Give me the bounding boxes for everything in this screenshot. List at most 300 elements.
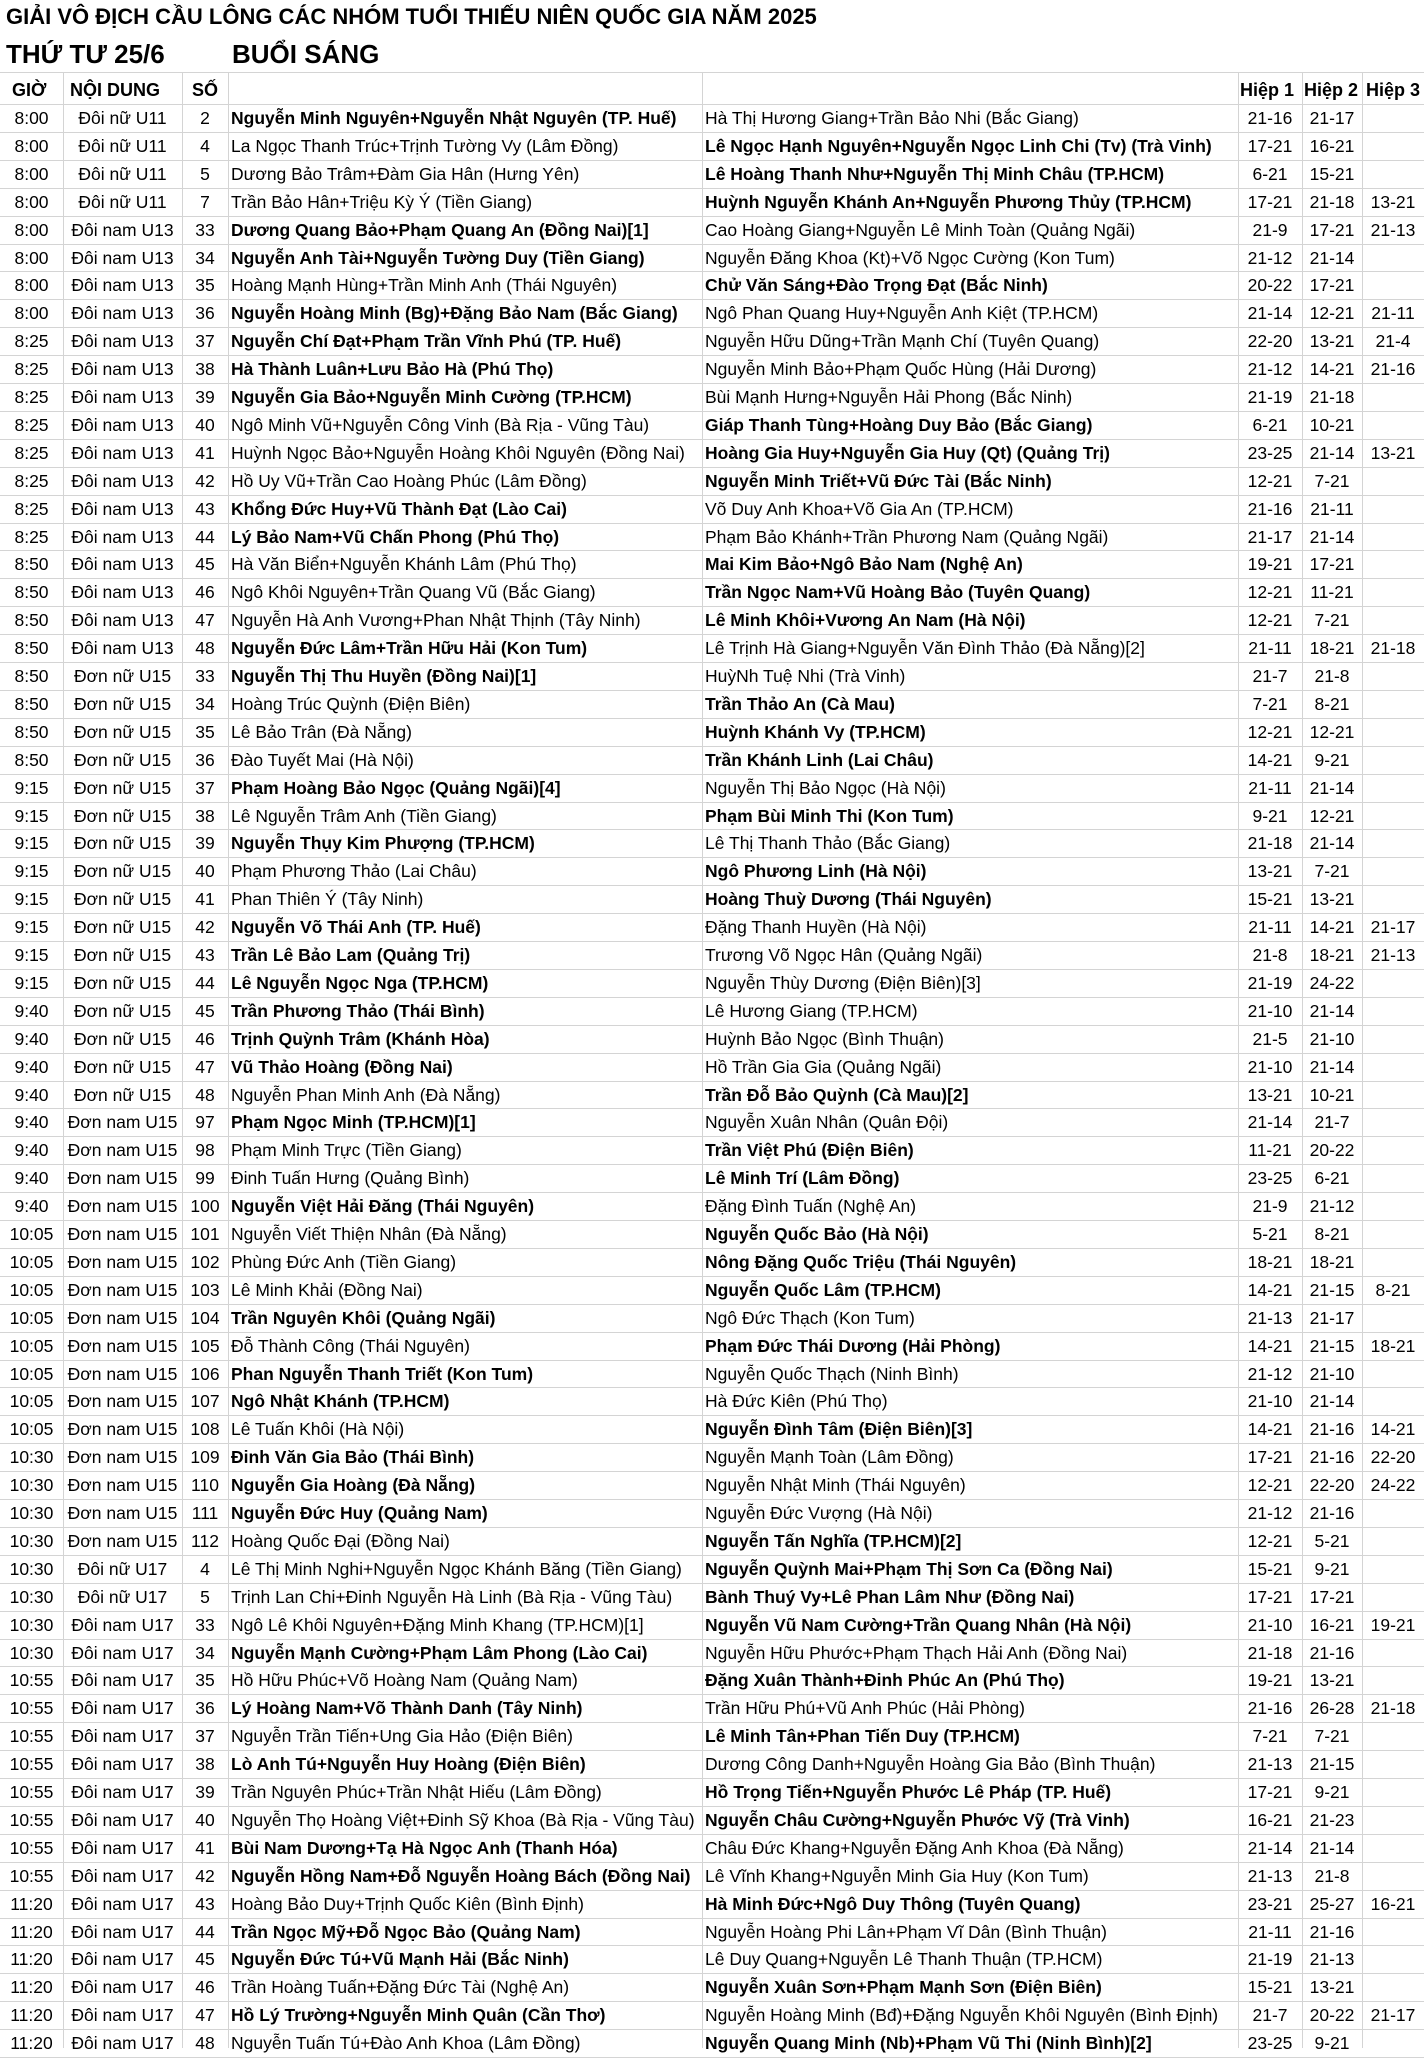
match-event: Đôi nam U17 xyxy=(71,1726,174,1747)
match-time: 8:25 xyxy=(14,331,49,352)
team-1: Trần Nguyên Phúc+Trần Nhật Hiếu (Lâm Đồng) xyxy=(231,1782,602,1802)
set-1-score: 11-21 xyxy=(1248,1140,1292,1161)
set-1-score: 7-21 xyxy=(1252,1726,1288,1747)
set-2-score: 6-21 xyxy=(1314,1168,1350,1189)
set-2-score: 14-21 xyxy=(1309,917,1355,938)
match-time: 8:25 xyxy=(14,359,49,380)
match-event: Đơn nam U15 xyxy=(67,1419,178,1440)
team-2: Trần Khánh Linh (Lai Châu) xyxy=(705,749,934,770)
set-2-score: 17-21 xyxy=(1309,275,1355,296)
set-3-score: 24-22 xyxy=(1370,1475,1416,1496)
team-2: Bành Thuý Vy+Lê Phan Lâm Như (Đồng Nai) xyxy=(705,1586,1075,1607)
set-2-score: 21-16 xyxy=(1309,1447,1355,1468)
team-2: Lê Hương Giang (TP.HCM) xyxy=(705,1000,918,1021)
team-2: Phạm Bảo Khánh+Trần Phương Nam (Quảng Ngãi) xyxy=(705,526,1109,547)
set-1-score: 13-21 xyxy=(1247,1084,1293,1105)
set-1-score: 14-21 xyxy=(1247,1279,1293,1300)
match-number: 103 xyxy=(190,1279,220,1300)
team-2: Hồ Trần Gia Gia (Quảng Ngãi) xyxy=(705,1056,942,1077)
team-2: Nguyễn Minh Triết+Vũ Đức Tài (Bắc Ninh) xyxy=(705,470,1052,491)
match-event: Đơn nam U15 xyxy=(67,1196,178,1217)
match-number: 36 xyxy=(195,1698,215,1719)
team-2: Lê Minh Tân+Phan Tiến Duy (TP.HCM) xyxy=(705,1726,1020,1747)
match-time: 10:30 xyxy=(9,1642,54,1663)
col-header-set1: Hiệp 1 xyxy=(1240,80,1295,100)
team-2: Mai Kim Bảo+Ngô Bảo Nam (Nghệ An) xyxy=(705,554,1023,575)
set-3-score: 8-21 xyxy=(1375,1279,1411,1300)
team-2: Đặng Xuân Thành+Đinh Phúc An (Phú Thọ) xyxy=(705,1670,1065,1691)
set-1-score: 21-9 xyxy=(1252,219,1288,240)
team-2: Nguyễn Thùy Dương (Điện Biên)[3] xyxy=(705,972,981,993)
set-2-score: 21-10 xyxy=(1309,1028,1355,1049)
match-number: 40 xyxy=(195,414,215,435)
team-1: Nguyễn Tuấn Tú+Đào Anh Khoa (Lâm Đồng) xyxy=(231,2033,581,2054)
column-divider xyxy=(702,72,703,2048)
set-2-score: 21-7 xyxy=(1314,1112,1350,1133)
match-event: Đơn nam U15 xyxy=(67,1335,178,1356)
team-2: Huỳnh Khánh Vy (TP.HCM) xyxy=(705,721,926,742)
match-number: 37 xyxy=(195,331,215,352)
team-2: Nguyễn Mạnh Toàn (Lâm Đồng) xyxy=(705,1447,954,1468)
match-time: 10:30 xyxy=(9,1503,54,1523)
match-time: 9:40 xyxy=(14,1168,49,1189)
match-event: Đơn nữ U15 xyxy=(73,1056,172,1077)
set-1-score: 5-21 xyxy=(1252,1224,1288,1244)
set-1-score: 21-12 xyxy=(1247,1363,1293,1384)
match-number: 111 xyxy=(191,1503,219,1523)
match-time: 8:00 xyxy=(14,191,49,212)
set-1-score: 21-7 xyxy=(1252,2005,1288,2026)
set-2-score: 9-21 xyxy=(1314,749,1350,770)
match-number: 104 xyxy=(190,1307,220,1328)
team-1: Hoàng Bảo Duy+Trịnh Quốc Kiên (Bình Định) xyxy=(231,1893,584,1914)
set-2-score: 16-21 xyxy=(1309,135,1355,156)
match-event: Đơn nữ U15 xyxy=(73,972,172,993)
match-number: 39 xyxy=(195,387,215,407)
match-time: 8:25 xyxy=(14,470,49,491)
set-1-score: 21-10 xyxy=(1247,1056,1293,1077)
set-2-score: 21-15 xyxy=(1309,1279,1355,1300)
set-2-score: 21-14 xyxy=(1309,247,1355,268)
team-2: Hồ Trọng Tiến+Nguyễn Phước Lê Pháp (TP. Huế) xyxy=(705,1782,1112,1802)
team-1: Nguyễn Thị Thu Huyền (Đồng Nai)[1] xyxy=(231,666,537,686)
team-1: Trịnh Quỳnh Trâm (Khánh Hòa) xyxy=(231,1028,490,1049)
match-event: Đôi nam U13 xyxy=(71,442,174,463)
set-1-score: 23-25 xyxy=(1247,1168,1293,1189)
team-2: Ngô Phan Quang Huy+Nguyễn Anh Kiệt (TP.HCM) xyxy=(705,303,1099,324)
match-event: Đơn nữ U15 xyxy=(73,805,172,826)
team-2: Nguyễn Đức Vượng (Hà Nội) xyxy=(705,1503,933,1523)
set-3-score: 14-21 xyxy=(1370,1419,1416,1440)
team-1: Nguyễn Anh Tài+Nguyễn Tường Duy (Tiền Giang) xyxy=(231,247,645,268)
team-1: Hoàng Mạnh Hùng+Trần Minh Anh (Thái Nguyên) xyxy=(231,275,618,296)
set-1-score: 21-12 xyxy=(1247,359,1293,380)
team-1: Phạm Minh Trực (Tiền Giang) xyxy=(231,1140,462,1161)
match-number: 38 xyxy=(195,805,215,826)
team-2: Trần Ngọc Nam+Vũ Hoàng Bảo (Tuyên Quang) xyxy=(705,582,1091,603)
match-number: 38 xyxy=(195,359,215,380)
team-2: Trần Hữu Phú+Vũ Anh Phúc (Hải Phòng) xyxy=(705,1698,1025,1719)
match-event: Đơn nam U15 xyxy=(67,1447,178,1468)
team-1: Khổng Đức Huy+Vũ Thành Đạt (Lào Cai) xyxy=(231,498,567,519)
set-3-score: 13-21 xyxy=(1370,191,1416,212)
session-label: BUỔI SÁNG xyxy=(232,39,380,69)
team-2: Nguyễn Châu Cường+Nguyễn Phước Vỹ (Trà Vinh) xyxy=(705,1809,1130,1830)
set-2-score: 10-21 xyxy=(1309,1084,1355,1105)
team-1: Ngô Khôi Nguyên+Trần Quang Vũ (Bắc Giang) xyxy=(231,582,596,603)
team-2: Nguyễn Tấn Nghĩa (TP.HCM)[2] xyxy=(705,1530,962,1551)
match-time: 9:40 xyxy=(14,1084,49,1105)
match-time: 10:30 xyxy=(9,1558,54,1579)
match-number: 46 xyxy=(195,1028,215,1049)
team-2: Trần Đỗ Bảo Quỳnh (Cà Mau)[2] xyxy=(705,1084,969,1105)
match-event: Đôi nam U13 xyxy=(71,470,174,491)
match-number: 2 xyxy=(200,108,210,128)
set-2-score: 21-11 xyxy=(1310,498,1354,519)
team-1: Lò Anh Tú+Nguyễn Huy Hoàng (Điện Biên) xyxy=(231,1754,586,1775)
team-2: Nguyễn Nhật Minh (Thái Nguyên) xyxy=(705,1475,966,1496)
match-number: 34 xyxy=(195,693,215,714)
set-2-score: 5-21 xyxy=(1314,1530,1350,1551)
match-event: Đôi nam U13 xyxy=(71,275,174,296)
team-2: Nguyễn Quỳnh Mai+Phạm Thị Sơn Ca (Đồng Nai) xyxy=(705,1558,1113,1579)
team-2: Nguyễn Xuân Sơn+Phạm Mạnh Sơn (Điện Biên) xyxy=(705,1977,1102,1998)
set-1-score: 21-14 xyxy=(1247,1837,1293,1858)
team-2: Nguyễn Minh Bảo+Phạm Quốc Hùng (Hải Dương) xyxy=(705,359,1097,380)
set-3-score: 22-20 xyxy=(1370,1447,1416,1468)
team-2: Đặng Đình Tuấn (Nghệ An) xyxy=(705,1196,917,1217)
match-event: Đôi nữ U11 xyxy=(78,163,167,184)
match-time: 10:05 xyxy=(9,1363,54,1384)
set-2-score: 13-21 xyxy=(1309,331,1355,352)
match-event: Đôi nam U17 xyxy=(71,1893,174,1914)
match-time: 8:50 xyxy=(14,666,49,686)
match-event: Đôi nam U13 xyxy=(71,387,174,407)
team-1: Huỳnh Ngọc Bảo+Nguyễn Hoàng Khôi Nguyên (Đồng Nai) xyxy=(231,442,685,463)
team-1: Dương Bảo Trâm+Đàm Gia Hân (Hưng Yên) xyxy=(231,163,580,184)
set-2-score: 18-21 xyxy=(1309,1251,1355,1272)
set-2-score: 13-21 xyxy=(1309,889,1355,910)
set-2-score: 21-17 xyxy=(1309,108,1355,128)
set-2-score: 8-21 xyxy=(1314,693,1350,714)
set-2-score: 21-14 xyxy=(1309,1000,1355,1021)
team-1: Nguyễn Hồng Nam+Đỗ Nguyễn Hoàng Bách (Đồng Nai) xyxy=(231,1865,691,1886)
match-number: 47 xyxy=(195,2005,215,2026)
match-number: 40 xyxy=(195,1809,215,1830)
col-header-event: NỘI DUNG xyxy=(70,80,160,100)
match-event: Đôi nam U13 xyxy=(71,610,174,631)
set-1-score: 17-21 xyxy=(1247,1782,1293,1802)
set-2-score: 12-21 xyxy=(1309,721,1355,742)
match-number: 43 xyxy=(195,1893,215,1914)
match-number: 99 xyxy=(195,1168,215,1189)
match-number: 109 xyxy=(190,1447,220,1468)
match-number: 42 xyxy=(195,470,215,491)
match-time: 9:15 xyxy=(14,889,49,910)
match-number: 35 xyxy=(195,275,215,296)
match-event: Đơn nữ U15 xyxy=(73,1000,172,1021)
set-2-score: 18-21 xyxy=(1309,945,1355,965)
team-2: Nông Đặng Quốc Triệu (Thái Nguyên) xyxy=(705,1251,1017,1272)
team-2: Nguyễn Quốc Bảo (Hà Nội) xyxy=(705,1224,929,1244)
match-time: 11:20 xyxy=(10,2005,53,2026)
match-number: 48 xyxy=(195,638,215,659)
match-time: 10:05 xyxy=(9,1335,54,1356)
team-2: Huỳnh Bảo Ngọc (Bình Thuận) xyxy=(705,1028,944,1049)
match-event: Đơn nam U15 xyxy=(67,1168,178,1189)
match-event: Đôi nam U17 xyxy=(71,1754,174,1775)
match-time: 9:40 xyxy=(14,1112,49,1133)
team-2: Lê Vĩnh Khang+Nguyễn Minh Gia Huy (Kon Tum) xyxy=(705,1865,1089,1886)
match-number: 112 xyxy=(191,1530,219,1551)
team-1: Đào Tuyết Mai (Hà Nội) xyxy=(231,749,414,770)
set-1-score: 21-5 xyxy=(1252,1028,1288,1049)
match-time: 8:50 xyxy=(14,721,49,742)
match-event: Đơn nữ U15 xyxy=(73,1028,172,1049)
col-header-time: GIỜ xyxy=(12,80,47,100)
set-2-score: 13-21 xyxy=(1309,1670,1355,1691)
match-event: Đôi nam U17 xyxy=(71,1614,174,1635)
match-event: Đôi nam U17 xyxy=(71,1670,174,1691)
match-number: 110 xyxy=(191,1475,219,1496)
set-1-score: 23-25 xyxy=(1247,442,1293,463)
set-1-score: 17-21 xyxy=(1247,135,1293,156)
set-1-score: 12-21 xyxy=(1247,470,1293,491)
match-time: 10:55 xyxy=(9,1754,54,1775)
team-1: Nguyễn Thụy Kim Phượng (TP.HCM) xyxy=(231,833,535,854)
team-2: Lê Minh Khôi+Vương An Nam (Hà Nội) xyxy=(705,610,1026,631)
set-1-score: 21-10 xyxy=(1247,1614,1293,1635)
match-time: 8:50 xyxy=(14,749,49,770)
set-2-score: 21-14 xyxy=(1309,1056,1355,1077)
set-3-score: 21-17 xyxy=(1370,917,1416,938)
set-1-score: 21-16 xyxy=(1247,108,1293,128)
match-time: 8:00 xyxy=(14,135,49,156)
team-2: Giáp Thanh Tùng+Hoàng Duy Bảo (Bắc Giang) xyxy=(705,414,1093,435)
set-1-score: 21-19 xyxy=(1247,1949,1293,1970)
match-time: 8:00 xyxy=(14,303,49,324)
team-1: Nguyễn Phan Minh Anh (Đà Nẵng) xyxy=(231,1084,501,1105)
team-2: Lê Hoàng Thanh Như+Nguyễn Thị Minh Châu (TP.HCM) xyxy=(705,163,1165,184)
set-2-score: 21-13 xyxy=(1309,1949,1355,1970)
match-number: 41 xyxy=(195,889,215,910)
set-2-score: 14-21 xyxy=(1309,359,1355,380)
match-number: 5 xyxy=(200,163,210,184)
set-1-score: 21-14 xyxy=(1247,303,1293,324)
team-2: Hà Thị Hương Giang+Trần Bảo Nhi (Bắc Giang) xyxy=(705,108,1079,128)
match-number: 47 xyxy=(195,1056,215,1077)
team-1: Nguyễn Đức Huy (Quảng Nam) xyxy=(231,1503,488,1523)
set-3-score: 21-4 xyxy=(1375,331,1411,352)
match-time: 10:55 xyxy=(9,1670,54,1691)
match-event: Đôi nam U13 xyxy=(71,219,174,240)
set-2-score: 7-21 xyxy=(1314,861,1350,882)
set-2-score: 21-16 xyxy=(1309,1503,1355,1523)
match-event: Đôi nam U17 xyxy=(71,1949,174,1970)
match-time: 11:20 xyxy=(10,1977,53,1998)
team-1: Trịnh Lan Chi+Đinh Nguyễn Hà Linh (Bà Rịa - Vũng Tàu) xyxy=(231,1586,673,1607)
set-1-score: 21-13 xyxy=(1247,1754,1293,1775)
match-event: Đôi nam U17 xyxy=(71,1698,174,1719)
match-event: Đôi nam U13 xyxy=(71,582,174,603)
match-event: Đôi nam U17 xyxy=(71,2033,174,2054)
match-number: 39 xyxy=(195,1782,215,1802)
set-1-score: 6-21 xyxy=(1252,414,1288,435)
match-number: 107 xyxy=(190,1391,220,1412)
match-time: 10:05 xyxy=(9,1251,54,1272)
match-time: 8:25 xyxy=(14,442,49,463)
match-number: 44 xyxy=(195,972,215,993)
match-number: 4 xyxy=(200,1558,210,1579)
match-time: 9:40 xyxy=(14,1000,49,1021)
team-1: Nguyễn Trần Tiến+Ung Gia Hảo (Điện Biên) xyxy=(231,1726,573,1747)
set-2-score: 21-16 xyxy=(1309,1642,1355,1663)
match-event: Đơn nam U15 xyxy=(67,1530,178,1551)
team-1: Lê Tuấn Khôi (Hà Nội) xyxy=(231,1419,405,1440)
match-event: Đơn nữ U15 xyxy=(73,861,172,882)
match-time: 10:55 xyxy=(9,1698,54,1719)
match-event: Đôi nữ U11 xyxy=(78,108,167,128)
match-time: 11:20 xyxy=(10,1949,53,1970)
team-1: Lê Nguyễn Trâm Anh (Tiền Giang) xyxy=(231,805,497,826)
team-2: Hoàng Thuỳ Dương (Thái Nguyên) xyxy=(705,889,992,910)
set-2-score: 7-21 xyxy=(1314,470,1350,491)
team-1: Nguyễn Võ Thái Anh (TP. Huế) xyxy=(231,917,481,938)
match-time: 8:50 xyxy=(14,693,49,714)
match-time: 10:55 xyxy=(9,1865,54,1886)
match-event: Đôi nam U13 xyxy=(71,526,174,547)
match-time: 8:00 xyxy=(14,275,49,296)
set-1-score: 21-16 xyxy=(1247,498,1293,519)
set-1-score: 21-9 xyxy=(1252,1196,1288,1217)
match-number: 35 xyxy=(195,1670,215,1691)
team-1: La Ngọc Thanh Trúc+Trịnh Tường Vy (Lâm Đồng) xyxy=(231,135,619,156)
set-3-score: 21-16 xyxy=(1370,359,1416,380)
match-time: 10:30 xyxy=(9,1614,54,1635)
team-1: Bùi Nam Dương+Tạ Hà Ngọc Anh (Thanh Hóa) xyxy=(231,1837,618,1858)
set-1-score: 12-21 xyxy=(1247,1530,1293,1551)
match-time: 8:25 xyxy=(14,414,49,435)
set-1-score: 21-16 xyxy=(1247,1698,1293,1719)
team-2: Huỳnh Nguyễn Khánh An+Nguyễn Phương Thủy (TP.HCM) xyxy=(705,191,1192,212)
set-3-score: 18-21 xyxy=(1370,1335,1416,1356)
match-event: Đơn nữ U15 xyxy=(73,749,172,770)
match-number: 42 xyxy=(195,917,215,938)
match-number: 34 xyxy=(195,247,215,268)
match-number: 33 xyxy=(195,219,215,240)
set-2-score: 22-20 xyxy=(1309,1475,1355,1496)
set-1-score: 12-21 xyxy=(1247,1475,1293,1496)
match-time: 9:40 xyxy=(14,1056,49,1077)
set-1-score: 21-11 xyxy=(1248,638,1292,659)
match-number: 48 xyxy=(195,1084,215,1105)
match-time: 10:30 xyxy=(9,1475,54,1496)
set-1-score: 13-21 xyxy=(1247,861,1293,882)
team-2: Nguyễn Quốc Lâm (TP.HCM) xyxy=(705,1279,941,1300)
set-2-score: 21-14 xyxy=(1309,833,1355,854)
match-time: 10:55 xyxy=(9,1837,54,1858)
match-event: Đơn nữ U15 xyxy=(73,777,172,798)
match-time: 9:15 xyxy=(14,972,49,993)
team-1: Lê Nguyễn Ngọc Nga (TP.HCM) xyxy=(231,972,489,993)
set-1-score: 21-12 xyxy=(1247,1503,1293,1523)
match-number: 42 xyxy=(195,1865,215,1886)
set-1-score: 15-21 xyxy=(1247,1558,1293,1579)
match-number: 39 xyxy=(195,833,215,854)
team-1: Nguyễn Chí Đạt+Phạm Trần Vĩnh Phú (TP. Huế) xyxy=(231,331,622,352)
team-1: Phùng Đức Anh (Tiền Giang) xyxy=(231,1251,457,1272)
set-2-score: 21-14 xyxy=(1309,1391,1355,1412)
set-1-score: 21-11 xyxy=(1248,777,1292,798)
match-time: 10:05 xyxy=(9,1391,54,1412)
team-2: Nguyễn Hoàng Phi Lân+Phạm Vĩ Dân (Bình Thuận) xyxy=(705,1921,1107,1942)
day-label: THỨ TƯ 25/6 xyxy=(6,39,165,69)
team-1: Vũ Thảo Hoàng (Đồng Nai) xyxy=(231,1056,453,1077)
match-time: 10:55 xyxy=(9,1782,54,1802)
team-1: Lê Bảo Trân (Đà Nẵng) xyxy=(231,721,412,742)
set-2-score: 21-8 xyxy=(1314,1865,1350,1886)
match-number: 34 xyxy=(195,1642,215,1663)
match-number: 43 xyxy=(195,498,215,519)
team-1: Nguyễn Minh Nguyên+Nguyễn Nhật Nguyên (TP. Huế) xyxy=(231,108,677,128)
team-2: Hà Minh Đức+Ngô Duy Thông (Tuyên Quang) xyxy=(705,1893,1081,1914)
col-header-set3: Hiệp 3 xyxy=(1366,80,1421,100)
team-2: Nguyễn Đình Tâm (Điện Biên)[3] xyxy=(705,1419,973,1440)
set-1-score: 12-21 xyxy=(1247,610,1293,631)
set-3-score: 13-21 xyxy=(1370,442,1416,463)
set-1-score: 19-21 xyxy=(1247,1670,1293,1691)
team-1: Ngô Nhật Khánh (TP.HCM) xyxy=(231,1391,450,1412)
team-1: Phan Nguyễn Thanh Triết (Kon Tum) xyxy=(231,1363,534,1384)
match-time: 8:00 xyxy=(14,163,49,184)
match-event: Đôi nữ U11 xyxy=(78,191,167,212)
set-2-score: 21-23 xyxy=(1309,1809,1355,1830)
team-1: Ngô Lê Khôi Nguyên+Đặng Minh Khang (TP.HCM)[1] xyxy=(231,1614,644,1635)
set-2-score: 20-22 xyxy=(1309,1140,1355,1161)
set-1-score: 21-8 xyxy=(1252,945,1288,965)
set-1-score: 21-12 xyxy=(1247,247,1293,268)
team-2: Nguyễn Quốc Thạch (Ninh Bình) xyxy=(705,1363,959,1384)
match-event: Đôi nam U13 xyxy=(71,303,174,324)
match-event: Đôi nữ U17 xyxy=(77,1586,168,1607)
set-1-score: 21-18 xyxy=(1247,1642,1293,1663)
team-1: Phạm Ngọc Minh (TP.HCM)[1] xyxy=(231,1112,476,1133)
match-number: 48 xyxy=(195,2033,215,2054)
team-1: Hồ Hữu Phúc+Võ Hoàng Nam (Quảng Nam) xyxy=(231,1670,578,1691)
team-1: Lê Minh Khải (Đồng Nai) xyxy=(231,1279,423,1300)
team-2: Dương Công Danh+Nguyễn Hoàng Gia Bảo (Bình Thuận) xyxy=(705,1754,1156,1775)
match-event: Đơn nữ U15 xyxy=(73,666,172,686)
set-1-score: 15-21 xyxy=(1247,889,1293,910)
team-1: Phan Thiên Ý (Tây Ninh) xyxy=(231,889,424,910)
match-number: 35 xyxy=(195,721,215,742)
match-number: 98 xyxy=(195,1140,215,1161)
team-1: Hồ Uy Vũ+Trần Cao Hoàng Phúc (Lâm Đồng) xyxy=(231,470,587,491)
match-number: 101 xyxy=(190,1224,220,1244)
team-2: Chử Văn Sáng+Đào Trọng Đạt (Bắc Ninh) xyxy=(705,275,1048,296)
team-2: Lê Minh Trí (Lâm Đồng) xyxy=(705,1168,900,1189)
team-1: Hồ Lý Trường+Nguyễn Minh Quân (Cần Thơ) xyxy=(231,2005,606,2026)
set-2-score: 10-21 xyxy=(1309,414,1355,435)
set-1-score: 9-21 xyxy=(1252,805,1288,826)
match-event: Đơn nữ U15 xyxy=(73,889,172,910)
set-2-score: 9-21 xyxy=(1314,1782,1350,1802)
match-number: 4 xyxy=(200,135,210,156)
match-event: Đơn nam U15 xyxy=(67,1112,178,1133)
match-event: Đôi nam U17 xyxy=(71,1921,174,1942)
set-2-score: 21-10 xyxy=(1309,1363,1355,1384)
match-event: Đôi nam U13 xyxy=(71,331,174,352)
